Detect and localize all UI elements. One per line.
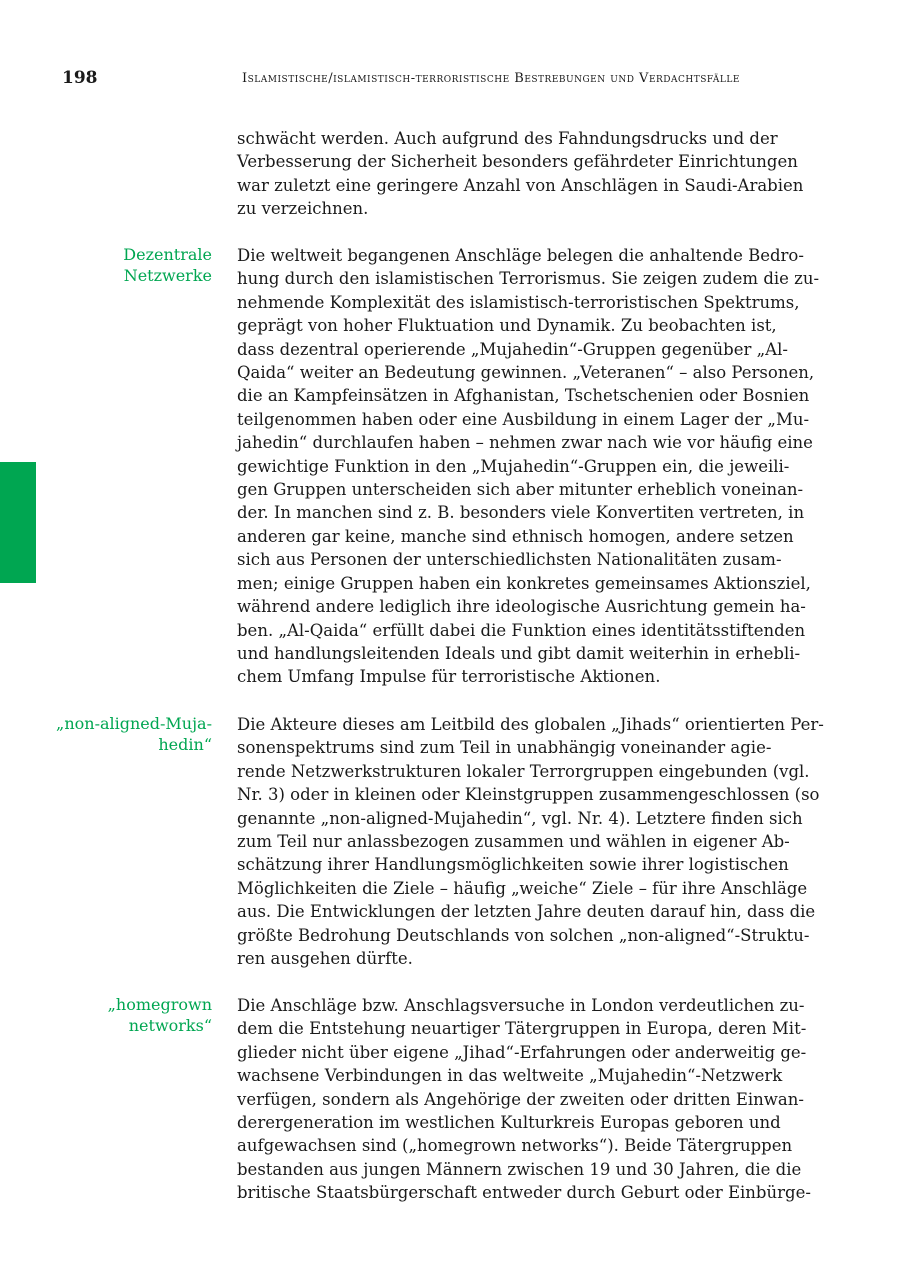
text-line: Die weltweit begangenen Anschläge belegen die anhaltende Bedro-: [237, 246, 804, 265]
margin-note-line: Netzwerke: [123, 265, 212, 285]
margin-note: [20, 245, 212, 286]
text-line: verfügen, sondern als Angehörige der zweiten oder dritten Einwan-: [237, 1089, 804, 1109]
text-line: schwächt werden. Auch aufgrund des Fahndungsdrucks und der: [237, 129, 778, 148]
text-line: aus. Die Entwicklungen der letzten Jahre deuten darauf hin, dass die: [237, 902, 816, 922]
text-line: und handlungsleitenden Ideals und gibt damit weiterhin in erhebli-: [237, 643, 801, 663]
text-line: die an Kampfeinsätzen in Afghanistan, Tschetschenien oder Bosnien: [237, 386, 810, 406]
text-line: ren ausgehen dürfte.: [237, 949, 413, 969]
text-line: war zuletzt eine geringere Anzahl von Anschlägen in Saudi-Arabien: [237, 175, 804, 195]
text-line: anderen gar keine, manche sind ethnisch homogen, andere setzen: [237, 526, 794, 546]
text-line: aufgewachsen sind („homegrown networks“). Beide Tätergruppen: [237, 1136, 793, 1156]
text-line: glieder nicht über eigene „Jihad“-Erfahrungen oder anderweitig ge-: [237, 1042, 807, 1062]
text-line: sich aus Personen der unterschiedlichsten Nationalitäten zusam-: [237, 550, 782, 570]
margin-note: [20, 995, 212, 1036]
running-title: Islamistische/islamistisch-terroristische Bestrebungen und Verdachtsfälle: [242, 71, 740, 86]
text-line: Möglichkeiten die Ziele – häufig „weiche“ Ziele – für ihre Anschläge: [237, 878, 808, 898]
margin-note-line: Dezentrale: [123, 245, 212, 264]
chapter-tab-marker: [0, 462, 36, 583]
page-number: 198: [62, 68, 98, 88]
text-line: Die Akteure dieses am Leitbild des globalen „Jihads“ orientierten Per-: [237, 715, 824, 734]
margin-note: [20, 714, 212, 755]
text-line: hung durch den islamistischen Terrorismus. Sie zeigen zudem die zu-: [237, 269, 820, 289]
margin-note-line: hedin“: [158, 734, 212, 754]
text-line: dem die Entstehung neuartiger Tätergruppen in Europa, deren Mit-: [237, 1019, 807, 1039]
text-line: schätzung ihrer Handlungsmöglichkeiten sowie ihrer logistischen: [237, 855, 789, 875]
text-line: gewichtige Funktion in den „Mujahedin“-Gruppen ein, die jeweili-: [237, 456, 790, 476]
text-line: wachsene Verbindungen in das weltweite „Mujahedin“-Netzwerk: [237, 1066, 783, 1086]
text-line: ben. „Al-Qaida“ erfüllt dabei die Funktion eines identitätsstiftenden: [237, 620, 806, 640]
text-line: Die Anschläge bzw. Anschlagsversuche in London verdeutlichen zu-: [237, 996, 805, 1015]
text-line: während andere lediglich ihre ideologische Ausrichtung gemein ha-: [237, 597, 806, 617]
text-line: Qaida“ weiter an Bedeutung gewinnen. „Veteranen“ – also Personen,: [237, 363, 815, 383]
text-line: britische Staatsbürgerschaft entweder durch Geburt oder Einbürge-: [237, 1183, 811, 1203]
text-line: nehmende Komplexität des islamistisch-terroristischen Spektrums,: [237, 292, 800, 312]
text-line: gen Gruppen unterscheiden sich aber mitunter erheblich voneinan-: [237, 480, 804, 500]
text-line: teilgenommen haben oder eine Ausbildung in einem Lager der „Mu-: [237, 409, 810, 429]
paragraph-text: [237, 127, 827, 221]
margin-note-line: „non-aligned-Muja-: [56, 714, 212, 733]
text-line: dass dezentral operierende „Mujahedin“-Gruppen gegenüber „Al-: [237, 339, 788, 359]
text-line: bestanden aus jungen Männern zwischen 19 und 30 Jahren, die die: [237, 1159, 802, 1179]
text-line: geprägt von hoher Fluktuation und Dynamik. Zu beobachten ist,: [237, 316, 777, 336]
text-line: Verbesserung der Sicherheit besonders gefährdeter Einrichtungen: [237, 152, 798, 172]
text-line: der. In manchen sind z. B. besonders viele Konvertiten vertreten, in: [237, 503, 805, 523]
text-line: derergeneration im westlichen Kulturkreis Europas geboren und: [237, 1113, 781, 1133]
text-line: zum Teil nur anlassbezogen zusammen und wählen in eigener Ab-: [237, 832, 790, 852]
margin-note-line: „homegrown: [107, 995, 212, 1014]
text-line: jahedin“ durchlaufen haben – nehmen zwar nach wie vor häufig eine: [237, 433, 813, 453]
text-line: genannte „non-aligned-Mujahedin“, vgl. Nr. 4). Letztere finden sich: [237, 808, 803, 828]
text-line: rende Netzwerkstrukturen lokaler Terrorgruppen eingebunden (vgl.: [237, 761, 810, 781]
text-line: sonenspektrums sind zum Teil in unabhängig voneinander agie-: [237, 738, 772, 758]
text-line: Nr. 3) oder in kleinen oder Kleinstgruppen zusammengeschlossen (so: [237, 785, 820, 805]
margin-note-line: networks“: [128, 1015, 212, 1035]
text-line: men; einige Gruppen haben ein konkretes gemeinsames Aktionsziel,: [237, 573, 811, 593]
paragraph-text: [237, 994, 827, 1205]
paragraph-text: [237, 713, 827, 970]
text-line: chem Umfang Impulse für terroristische Aktionen.: [237, 667, 661, 687]
text-line: größte Bedrohung Deutschlands von solchen „non-aligned“-Struktu-: [237, 925, 810, 945]
text-line: zu verzeichnen.: [237, 199, 369, 219]
paragraph-text: [237, 244, 827, 689]
